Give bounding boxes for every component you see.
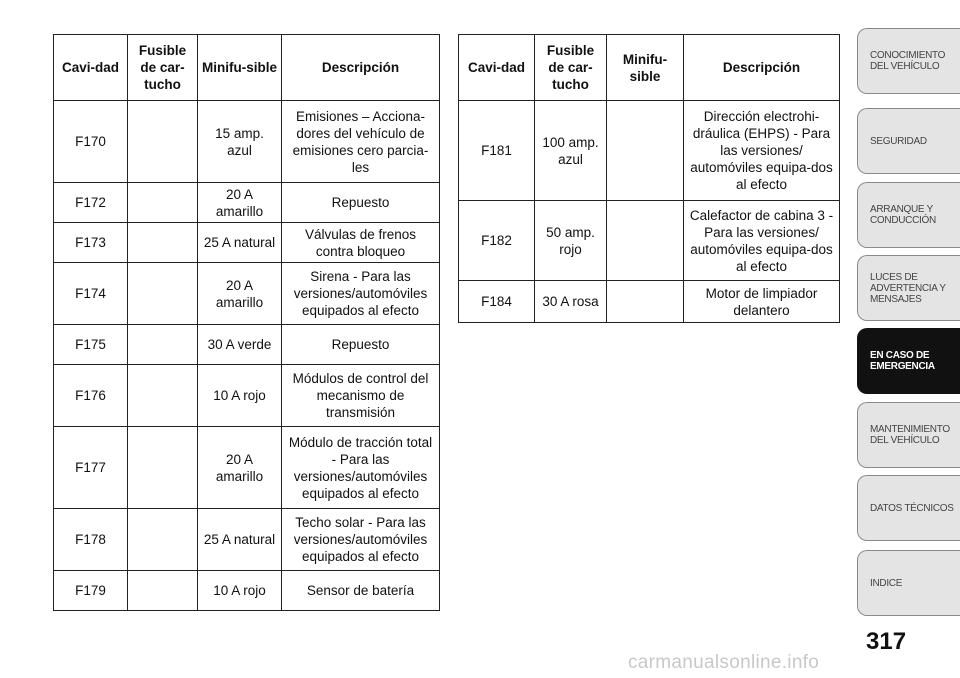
header-descripcion: Descripción (282, 35, 440, 101)
table-row (54, 183, 440, 223)
page-number: 317 (866, 628, 907, 655)
table-row (54, 571, 440, 611)
chapter-tab-label: LUCES DE ADVERTENCIA Y MENSAJES (870, 271, 946, 305)
cell-descripcion: Techo solar - Para las versiones/automóviles equipados al efecto (282, 509, 440, 571)
table-header-row (54, 35, 440, 101)
cell-descripcion: Módulos de control del mecanismo de transmisión (282, 365, 440, 427)
cell-descripcion: Repuesto (282, 183, 440, 223)
cell-fusible (128, 183, 198, 223)
cell-cavidad: F172 (54, 183, 128, 223)
header-cavidad: Cavi-dad (459, 35, 535, 101)
cell-fusible (128, 101, 198, 183)
cell-cavidad: F170 (54, 101, 128, 183)
cell-descripcion: Repuesto (282, 325, 440, 365)
chapter-tab-label: CONOCIMIENTO DEL VEHÍCULO (870, 50, 946, 72)
cell-minifusible (607, 101, 684, 201)
chapter-tab-label: ARRANQUE Y CONDUCCIÓN (870, 204, 936, 226)
chapter-tab[interactable] (857, 402, 960, 468)
table-row (54, 365, 440, 427)
cell-descripcion: Módulo de tracción total - Para las versiones/automóviles equipados al efecto (282, 427, 440, 509)
cell-cavidad: F174 (54, 263, 128, 325)
cell-descripcion: Motor de limpiador delantero (684, 281, 840, 323)
chapter-tab-label: DATOS TÉCNICOS (870, 502, 954, 514)
table-row (459, 201, 840, 281)
cell-fusible (128, 427, 198, 509)
header-minifusible: Minifu-sible (198, 35, 282, 101)
cell-fusible (128, 571, 198, 611)
cell-cavidad: F178 (54, 509, 128, 571)
chapter-tab[interactable] (857, 255, 960, 321)
chapter-tab[interactable] (857, 108, 960, 174)
table-header-row (459, 35, 840, 101)
cell-cavidad: F182 (459, 201, 535, 281)
chapter-tab-label: SEGURIDAD (870, 135, 927, 147)
cell-cavidad: F179 (54, 571, 128, 611)
table-row (54, 263, 440, 325)
header-minifusible: Minifu-sible (607, 35, 684, 101)
table-row (54, 509, 440, 571)
cell-minifusible: 15 amp. azul (198, 101, 282, 183)
cell-cavidad: F177 (54, 427, 128, 509)
cell-minifusible: 25 A natural (198, 223, 282, 263)
fuse-table-left (53, 34, 440, 611)
cell-minifusible: 20 A amarillo (198, 427, 282, 509)
cell-minifusible: 30 A verde (198, 325, 282, 365)
fuse-table-right (458, 34, 840, 323)
cell-descripcion: Calefactor de cabina 3 - Para las versiones/ automóviles equipa-dos al efecto (684, 201, 840, 281)
cell-fusible (128, 509, 198, 571)
cell-fusible: 50 amp. rojo (535, 201, 607, 281)
cell-fusible (128, 223, 198, 263)
table-row (459, 101, 840, 201)
cell-cavidad: F181 (459, 101, 535, 201)
chapter-tab[interactable] (857, 28, 960, 94)
header-fusible: Fusible de car-tucho (128, 35, 198, 101)
table-row (459, 281, 840, 323)
cell-descripcion: Sirena - Para las versiones/automóviles equipados al efecto (282, 263, 440, 325)
chapter-tab[interactable] (857, 328, 960, 394)
chapter-tab[interactable] (857, 182, 960, 248)
cell-fusible: 100 amp. azul (535, 101, 607, 201)
chapter-tab[interactable] (857, 475, 960, 541)
cell-fusible (128, 325, 198, 365)
cell-descripcion: Sensor de batería (282, 571, 440, 611)
chapter-tab-label: MANTENIMIENTO DEL VEHÍCULO (870, 424, 950, 446)
cell-fusible: 30 A rosa (535, 281, 607, 323)
cell-descripcion: Dirección electrohi-dráulica (EHPS) - Para las versiones/ automóviles equipa-dos al efecto (684, 101, 840, 201)
chapter-tab-label: INDICE (870, 577, 903, 589)
cell-descripcion: Emisiones – Acciona-dores del vehículo de emisiones cero parcia-les (282, 101, 440, 183)
cell-minifusible (607, 201, 684, 281)
cell-minifusible: 25 A natural (198, 509, 282, 571)
header-descripcion: Descripción (684, 35, 840, 101)
table-row (54, 427, 440, 509)
cell-fusible (128, 263, 198, 325)
cell-cavidad: F176 (54, 365, 128, 427)
cell-cavidad: F184 (459, 281, 535, 323)
cell-descripcion: Válvulas de frenos contra bloqueo (282, 223, 440, 263)
header-fusible: Fusible de car-tucho (535, 35, 607, 101)
chapter-tab-label: EN CASO DE EMERGENCIA (870, 350, 935, 372)
cell-fusible (128, 365, 198, 427)
table-row (54, 101, 440, 183)
cell-cavidad: F175 (54, 325, 128, 365)
watermark: carmanualsonline.info (628, 652, 820, 673)
table-row (54, 223, 440, 263)
cell-minifusible (607, 281, 684, 323)
chapter-tab[interactable] (857, 550, 960, 616)
cell-minifusible: 10 A rojo (198, 571, 282, 611)
cell-minifusible: 20 A amarillo (198, 183, 282, 223)
header-cavidad: Cavi-dad (54, 35, 128, 101)
cell-cavidad: F173 (54, 223, 128, 263)
cell-minifusible: 20 A amarillo (198, 263, 282, 325)
table-row (54, 325, 440, 365)
cell-minifusible: 10 A rojo (198, 365, 282, 427)
